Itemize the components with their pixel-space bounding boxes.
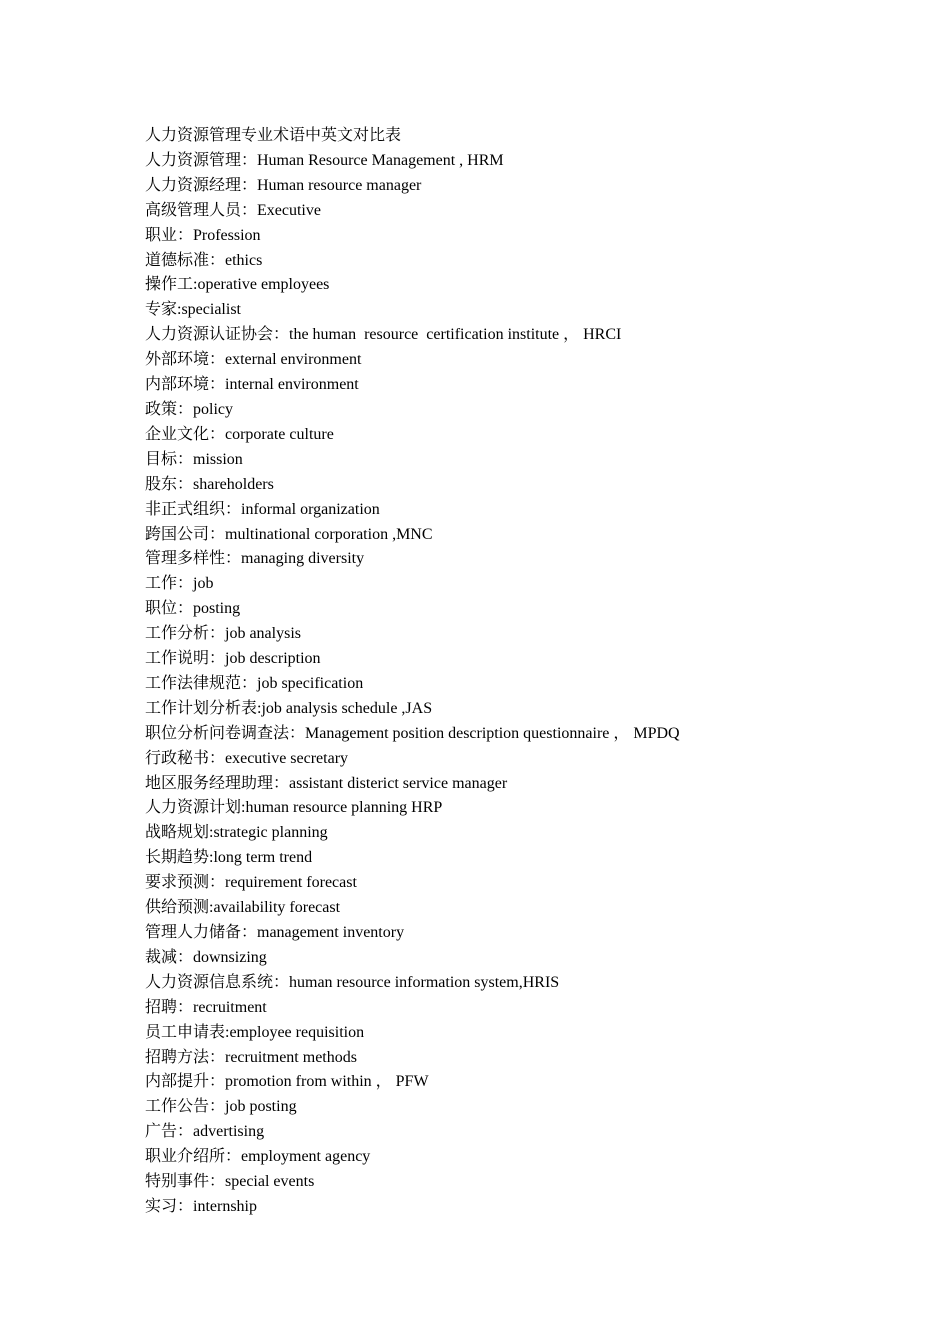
term-line: 管理人力储备：management inventory — [145, 924, 405, 941]
document-title: 人力资源管理专业术语中英文对比表 — [145, 127, 402, 144]
term-line: 股东：shareholders — [145, 475, 274, 493]
term-line: 实习：internship — [145, 1197, 257, 1215]
term-line: 工作公告：job posting — [145, 1098, 297, 1116]
term-line: 地区服务经理助理：assistant disterict service manager — [145, 774, 508, 792]
term-line: 政策：policy — [145, 400, 233, 418]
term-line: 要求预测：requirement forecast — [145, 874, 357, 892]
term-line: 职位：posting — [145, 600, 241, 618]
term-line: 人力资源认证协会：the human resource certification institute ， HRCI — [145, 326, 622, 344]
term-line: 裁减：downsizing — [145, 948, 267, 966]
term-line: 职位分析问卷调查法：Management position description questionnaire ， MPDQ — [145, 724, 680, 742]
term-line: 高级管理人员：Executive — [145, 201, 321, 219]
term-line: 职业：Profession — [145, 226, 261, 244]
term-line: 招聘方法：recruitment methods — [145, 1048, 357, 1066]
term-line: 人力资源信息系统：human resource information system,HRIS — [145, 973, 560, 991]
term-line: 跨国公司：multinational corporation ,MNC — [145, 525, 433, 543]
term-line: 外部环境：external environment — [145, 351, 362, 369]
term-line: 操作工:operative employees — [145, 276, 330, 294]
term-line: 道德标准：ethics — [145, 251, 263, 269]
term-line: 长期趋势:long term trend — [145, 849, 313, 867]
term-line: 员工申请表:employee requisition — [145, 1023, 365, 1041]
term-line: 工作法律规范：job specification — [145, 674, 364, 692]
term-line: 管理多样性：managing diversity — [145, 550, 365, 568]
document-body — [145, 124, 905, 1220]
term-line: 战略规划:strategic planning — [145, 824, 328, 842]
term-line: 人力资源管理：Human Resource Management , HRM — [145, 151, 504, 169]
term-line: 工作计划分析表:job analysis schedule ,JAS — [145, 699, 433, 717]
term-line: 供给预测:availability forecast — [145, 899, 341, 917]
term-line: 招聘：recruitment — [145, 998, 267, 1016]
term-line: 广告：advertising — [145, 1123, 265, 1141]
term-line: 工作说明：job description — [145, 650, 321, 668]
term-line: 内部提升：promotion from within ， PFW — [145, 1073, 429, 1091]
term-line: 企业文化：corporate culture — [145, 425, 334, 443]
term-line: 非正式组织：informal organization — [145, 500, 380, 518]
term-line: 专家:specialist — [145, 301, 241, 319]
term-line: 人力资源计划:human resource planning HRP — [145, 799, 443, 817]
term-line: 目标：mission — [145, 450, 243, 468]
term-line: 工作分析：job analysis — [145, 625, 301, 643]
term-line: 工作：job — [145, 575, 214, 593]
term-line: 人力资源经理：Human resource manager — [145, 176, 422, 194]
term-line: 职业介绍所：employment agency — [145, 1148, 371, 1166]
term-line: 行政秘书：executive secretary — [145, 749, 349, 767]
term-line: 内部环境：internal environment — [145, 376, 359, 394]
term-line: 特别事件：special events — [145, 1173, 315, 1191]
